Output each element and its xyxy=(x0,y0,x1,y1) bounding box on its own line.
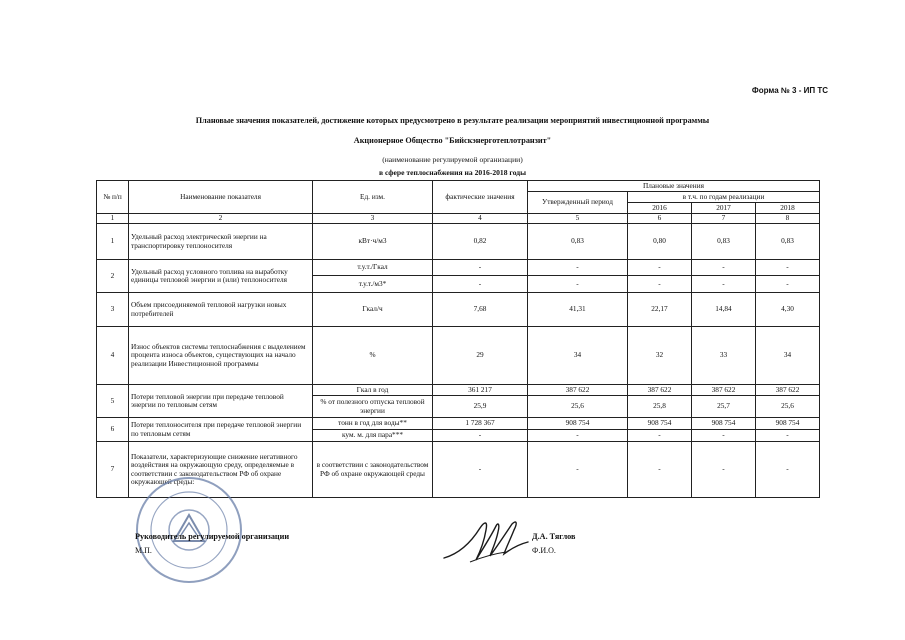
indicator-name: Износ объектов системы теплоснабжения с выделением процента износа объектов, существующих на начало реализации Инвестиционной программы xyxy=(129,327,313,385)
col-number: 4 xyxy=(433,214,528,224)
value-2017: - xyxy=(692,260,756,276)
organization-stamp xyxy=(134,475,244,585)
approved-value: 34 xyxy=(528,327,628,385)
value-2017: 25,7 xyxy=(692,396,756,418)
table-row xyxy=(97,418,820,430)
head-signature-label: Руководитель регулируемой организации xyxy=(135,532,290,541)
value-2016: - xyxy=(628,442,692,498)
actual-value: - xyxy=(433,442,528,498)
value-2018: 387 622 xyxy=(756,385,820,396)
value-2018: 4,30 xyxy=(756,293,820,327)
row-num: 4 xyxy=(97,327,129,385)
table-row xyxy=(97,293,820,327)
row-num: 1 xyxy=(97,224,129,260)
value-2018: 908 754 xyxy=(756,418,820,430)
unit-cell: Гкал/ч xyxy=(313,293,433,327)
indicator-name: Потери тепловой энергии при передаче тепловой энергии по тепловым сетям xyxy=(129,385,313,418)
indicators-table xyxy=(96,180,820,498)
col-number: 7 xyxy=(692,214,756,224)
organization-caption: (наименование регулируемой организации) xyxy=(382,155,523,164)
col-number: 2 xyxy=(129,214,313,224)
unit-cell: кВт·ч/м3 xyxy=(313,224,433,260)
value-2017: 0,83 xyxy=(692,224,756,260)
value-2016: - xyxy=(628,430,692,442)
actual-value: 7,68 xyxy=(433,293,528,327)
unit-cell: кум. м. для пара*** xyxy=(313,430,433,442)
header-actual: фактические значения xyxy=(433,181,528,214)
actual-value: 29 xyxy=(433,327,528,385)
col-number: 8 xyxy=(756,214,820,224)
value-2018: - xyxy=(756,260,820,276)
document-title: Плановые значения показателей, достижение которых предусмотрено в результате реализации мероприятий инвестиционной программы xyxy=(195,116,710,125)
header-planned: Плановые значения xyxy=(528,181,820,192)
value-2017: 908 754 xyxy=(692,418,756,430)
approved-value: 25,6 xyxy=(528,396,628,418)
unit-cell: в соответствии с законодательством РФ об охране окружающей среды xyxy=(313,442,433,498)
signatory-name: Д.А. Тяглов xyxy=(532,532,576,541)
unit-cell: тонн в год для воды** xyxy=(313,418,433,430)
table-row xyxy=(97,224,820,260)
form-number: Форма № 3 - ИП ТС xyxy=(751,86,828,95)
value-2016: - xyxy=(628,276,692,293)
indicator-name: Потери теплоносителя при передаче тепловой энергии по тепловым сетям xyxy=(129,418,313,442)
value-2016: 25,8 xyxy=(628,396,692,418)
unit-cell: т.у.т./м3* xyxy=(313,276,433,293)
header-unit: Ед. изм. xyxy=(313,181,433,214)
value-2017: 387 622 xyxy=(692,385,756,396)
value-2016: 908 754 xyxy=(628,418,692,430)
approved-value: 908 754 xyxy=(528,418,628,430)
actual-value: 0,82 xyxy=(433,224,528,260)
actual-value: 361 217 xyxy=(433,385,528,396)
value-2018: 34 xyxy=(756,327,820,385)
unit-cell: % от полезного отпуска тепловой энергии xyxy=(313,396,433,418)
table-row xyxy=(97,327,820,385)
approved-value: 387 622 xyxy=(528,385,628,396)
table-row xyxy=(97,260,820,276)
approved-value: - xyxy=(528,276,628,293)
row-num: 2 xyxy=(97,260,129,293)
row-num: 6 xyxy=(97,418,129,442)
value-2016: 0,80 xyxy=(628,224,692,260)
unit-cell: т.у.т./Гкал xyxy=(313,260,433,276)
value-2016: - xyxy=(628,260,692,276)
sphere-caption: в сфере теплоснабжения на 2016-2018 годы xyxy=(378,168,527,177)
value-2017: - xyxy=(692,276,756,293)
unit-cell: % xyxy=(313,327,433,385)
col-number: 3 xyxy=(313,214,433,224)
actual-value: - xyxy=(433,260,528,276)
approved-value: - xyxy=(528,442,628,498)
value-2016: 387 622 xyxy=(628,385,692,396)
col-number: 6 xyxy=(628,214,692,224)
header-year-2016: 2016 xyxy=(628,203,692,214)
row-num: 3 xyxy=(97,293,129,327)
value-2018: 0,83 xyxy=(756,224,820,260)
header-year-2018: 2018 xyxy=(756,203,820,214)
value-2017: 33 xyxy=(692,327,756,385)
fio-label: Ф.И.О. xyxy=(532,546,556,555)
header-approved-period: Утвержденный период xyxy=(528,192,628,214)
handwritten-signature xyxy=(440,514,530,566)
value-2016: 22,17 xyxy=(628,293,692,327)
indicator-name: Объем присоединяемой тепловой нагрузки новых потребителей xyxy=(129,293,313,327)
header-by-years: в т.ч. по годам реализации xyxy=(628,192,820,203)
col-number: 1 xyxy=(97,214,129,224)
value-2018: - xyxy=(756,276,820,293)
col-number: 5 xyxy=(528,214,628,224)
actual-value: 1 728 367 xyxy=(433,418,528,430)
indicator-name: Удельный расход электрической энергии на транспортировку теплоносителя xyxy=(129,224,313,260)
indicator-name: Показатели, характеризующие снижение негативного воздействия на окружающую среду, определяемые в соответствии с законодательством РФ об охране окружающей среды: xyxy=(129,442,313,498)
table-row xyxy=(97,385,820,396)
approved-value: 41,31 xyxy=(528,293,628,327)
value-2017: 14,84 xyxy=(692,293,756,327)
value-2016: 32 xyxy=(628,327,692,385)
header-num: № п/п xyxy=(97,181,129,214)
actual-value: - xyxy=(433,276,528,293)
approved-value: 0,83 xyxy=(528,224,628,260)
value-2018: - xyxy=(756,430,820,442)
seal-place-label: М.П. xyxy=(135,546,152,555)
row-num: 5 xyxy=(97,385,129,418)
value-2018: 25,6 xyxy=(756,396,820,418)
row-num: 7 xyxy=(97,442,129,498)
organization-name: Акционерное Общество "Бийскэнерготеплотранзит" xyxy=(353,136,552,145)
header-name: Наименование показателя xyxy=(129,181,313,214)
unit-cell: Гкал в год xyxy=(313,385,433,396)
actual-value: - xyxy=(433,430,528,442)
value-2017: - xyxy=(692,430,756,442)
approved-value: - xyxy=(528,430,628,442)
value-2017: - xyxy=(692,442,756,498)
indicator-name: Удельный расход условного топлива на выработку единицы тепловой энергии и (или) теплоносителя xyxy=(129,260,313,293)
approved-value: - xyxy=(528,260,628,276)
actual-value: 25,9 xyxy=(433,396,528,418)
value-2018: - xyxy=(756,442,820,498)
header-year-2017: 2017 xyxy=(692,203,756,214)
